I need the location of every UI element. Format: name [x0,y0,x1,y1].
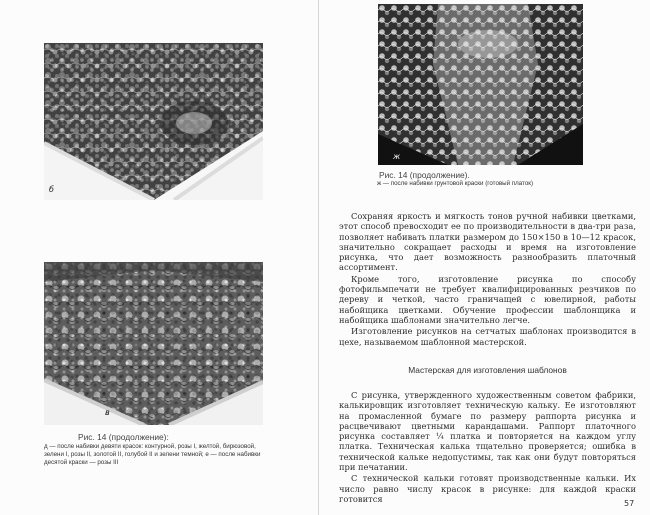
body-text-top [339,211,636,348]
paragraph: С рисунка, утвержденного художественным советом фабрики, калькировщик изготовляет техническую кальку. Ее изготовляют на промасленной бумаге по размеру раппорта рисунка и расцвечивают цветными карандашами. Раппорт платочного рисунка составляет ¼ платка и повторяется на каждом углу платка. Техническая калька тщательно проверяется; ошибка в технической кальке недопустимы, так как они будут повторяться при печатании. [339,390,636,473]
figure-title-right: Рис. 14 (продолжение). [379,170,470,180]
paragraph: Сохраняя яркость и мягкость тонов ручной набивки цветками, этот способ превосходит ее по производительности в два-три раза, позволяет набивать платки размером до 150×150 в 10—12 красок, значительно сокращает расходы и время на изготовление рисунка, что дает возможность разнообразить платочный ассортимент. [339,211,636,273]
shawl-photo-stage-b [44,43,263,200]
paragraph: Изготовление рисунков на сетчатых шаблонах производится в цехе, называемом шаблонной мастерской. [339,326,636,347]
figure-caption-left [44,432,266,467]
page-number: 57 [624,499,635,508]
body-text-bottom [339,390,636,505]
paragraph: Кроме того, изготовление рисунка по способу фотофильмпечати не требует квалифицированных резчиков по дереву и четкой, часто граничащей с ювелирной, работы набойщика цветками. Обучение профессии шаблонщика и набойщика шаблонами значительно легче. [339,273,636,325]
photo-label-zh: ж [393,152,401,161]
shawl-photo-finished [378,4,583,165]
figure-caption-right [377,170,587,188]
figure-title-left: Рис. 14 (продолжение): [78,432,169,442]
figure-description-left: д — после набивки девяти красок: контурной, розы I, желтой, бирюзовой, зелени I, розы II, золотой II, голубой II и зелени темной; е — после набивки десятой краски — розы III [44,443,261,466]
section-heading: Мастерская для изготовления шаблонов [408,365,567,375]
photo-label-v: в [105,408,110,417]
paragraph: С технической кальки готовят производственные кальки. Их число равно числу красок в рисунке: для каждой краски готовится [339,473,636,504]
shawl-photo-stage-v [44,262,263,425]
figure-description-right: ж — после набивки грунтовой краски (готовый платок) [377,180,534,187]
photo-label-b: б [49,185,54,194]
